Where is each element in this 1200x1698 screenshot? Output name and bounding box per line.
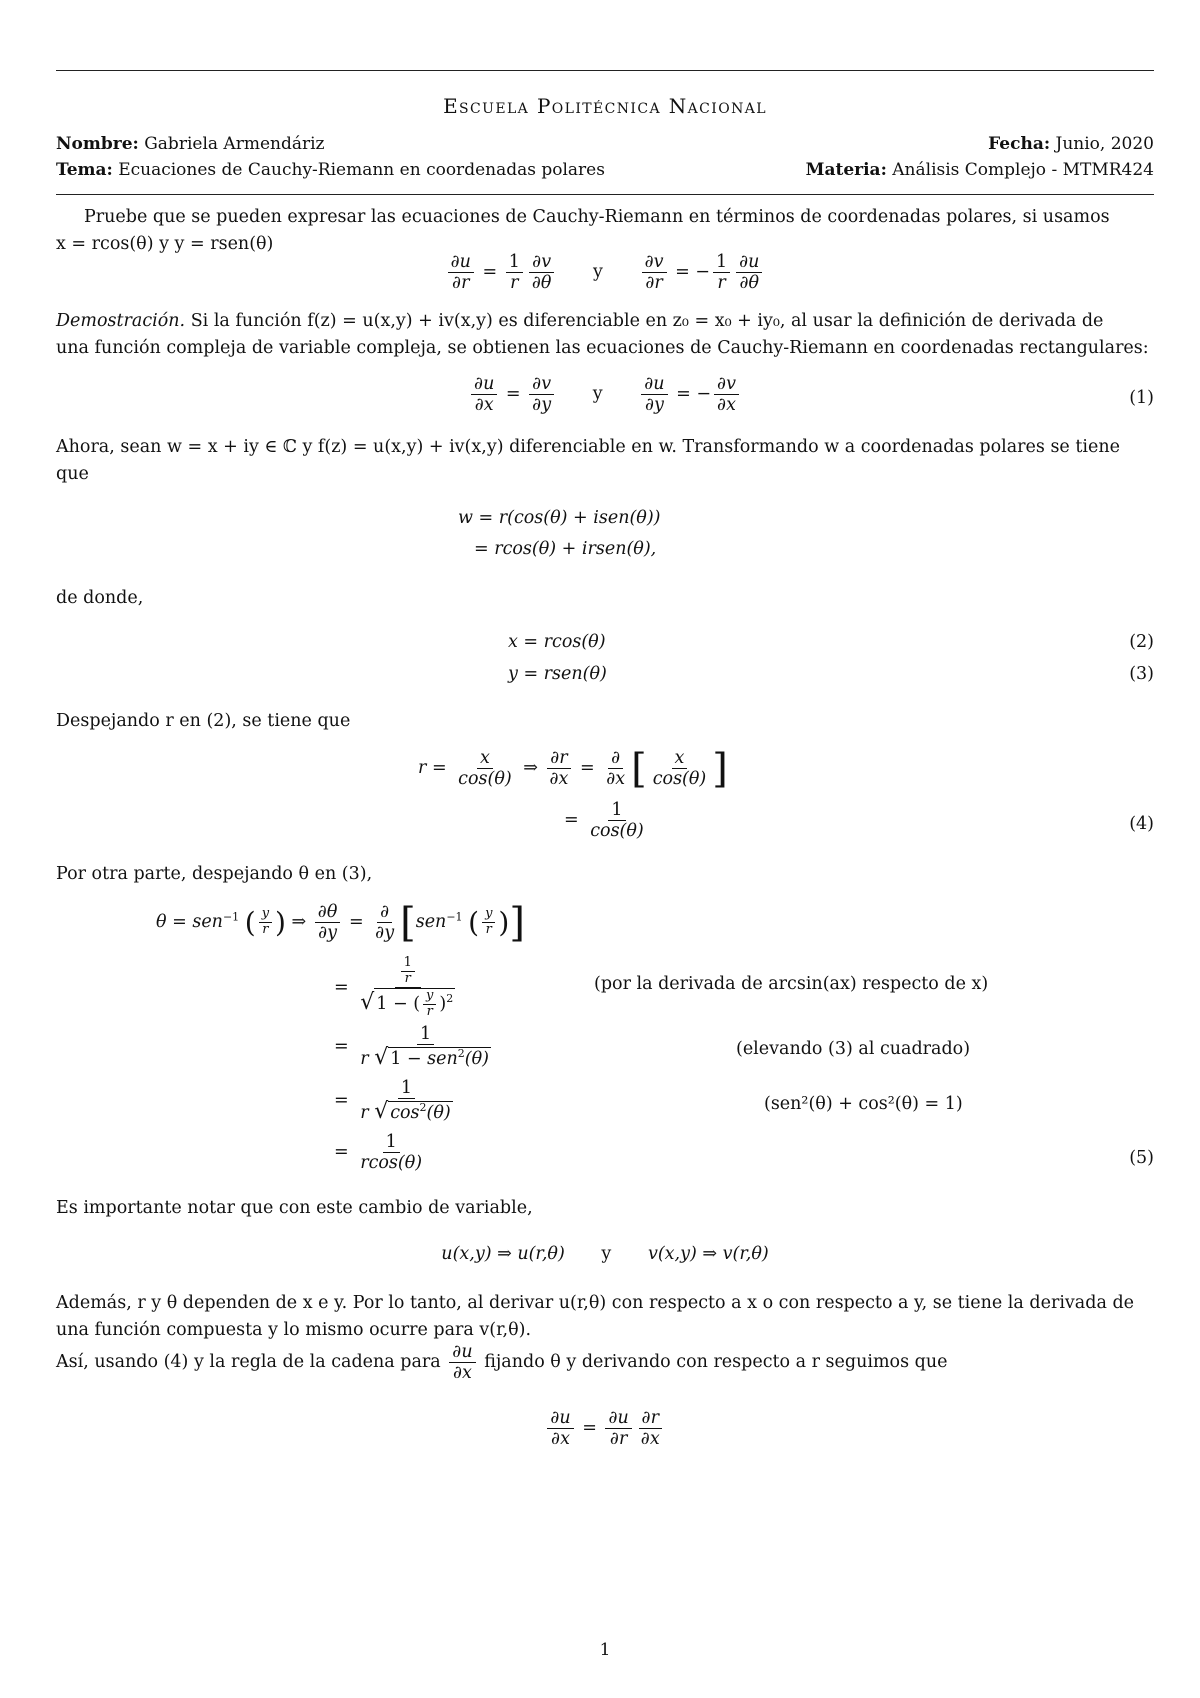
- ahora-paragraph: Ahora, sean w = x + iy ∈ ℂ y f(z) = u(x,y) + iv(x,y) diferenciable en w. Transformando w a coordenadas polares se tiene que: [56, 437, 1120, 484]
- page-number: 1: [599, 1640, 611, 1660]
- w-line-1: w = r(cos(θ) + isen(θ)): [458, 508, 661, 528]
- eq-number-4: (4): [1129, 814, 1154, 834]
- r-derivation-line-1: r = $\frac{x}{\cos(\theta)}$ ⇒ $\frac{\partial r}{\partial x}$ = $\frac{\partial}{\partial x}$ [ $\frac{x}{\cos(\theta)}$ ]: [418, 745, 728, 792]
- header-row-2: [56, 160, 1154, 180]
- despejando-r: Despejando r en (2), se tiene que: [56, 711, 351, 731]
- name-field: Nombre: Gabriela Armendáriz: [56, 134, 325, 154]
- subject-field: Materia: Análisis Complejo - MTMR424: [805, 160, 1154, 180]
- theta-derivation-line-5: = $\frac{1}{rcos(\theta)}$: [334, 1132, 423, 1174]
- polar-cr-statement: $\frac{\partial u}{\partial r}$ = $\frac{1}{r}$ $\frac{\partial v}{\partial\theta}$ y $\frac{\partial v}{\partial r}$ = − $\frac{1}{r}$ $\frac{\partial u}{\partial\theta}$: [56, 252, 1154, 293]
- r-derivation-line-2: = $\frac{1}{\cos(\theta)}$: [564, 800, 644, 842]
- asi-paragraph: Así, usando (4) y la regla de la cadena para $\frac{\partial u}{\partial x}$ fijando θ y derivando con respecto a r seguimos que: [56, 1342, 948, 1384]
- document-page: [56, 0, 1154, 1698]
- top-rule: [56, 70, 1154, 71]
- eq-number-1: (1): [1129, 388, 1154, 408]
- equation-1: $\frac{\partial u}{\partial x}$ = $\frac{\partial v}{\partial y}$ y $\frac{\partial u}{\partial y}$ = − $\frac{\partial v}{\partial x}$: [56, 374, 1154, 415]
- change-of-variable: u(x,y) ⇒ u(r,θ) y v(x,y) ⇒ v(r,θ): [441, 1244, 769, 1264]
- por-otra-parte: Por otra parte, despejando θ en (3),: [56, 864, 373, 884]
- header-bottom-rule: [56, 194, 1154, 195]
- date-field: Fecha: Junio, 2020: [988, 134, 1154, 154]
- demo-paragraph: Demostración. Si la función f(z) = u(x,y) + iv(x,y) es diferenciable en z₀ = x₀ + iy₀, al usar la definición de derivada de una función compleja de variable compleja, se obtienen las ecuaciones de Cauchy-Riemann en coordenadas rectangulares:: [56, 311, 1149, 358]
- theta-derivation-line-3: = $\frac{1}{r √ 1 - sen^2(\theta)}$: [334, 1024, 489, 1071]
- theta-derivation-line-1: θ = sen$^{-1}$ ( $\frac{y}{r}$ ) ⇒ $\frac{\partial\theta}{\partial y}$ = $\frac{\partial}{\partial y}$ [sen$^{-1}$ ( $\frac{y}{r}$ )]: [156, 899, 525, 946]
- header-row-1: [56, 134, 1154, 154]
- de-donde: de donde,: [56, 588, 144, 608]
- es-importante: Es importante notar que con este cambio de variable,: [56, 1198, 533, 1218]
- equation-2: x = rcos(θ): [508, 632, 606, 652]
- chain-rule-equation: $\frac{\partial u}{\partial x}$ = $\frac{\partial u}{\partial r}$ $\frac{\partial r}{\partial x}$: [56, 1408, 1154, 1449]
- note-elevando: (elevando (3) al cuadrado): [736, 1039, 971, 1059]
- theta-derivation-line-4: = $\frac{1}{r √ \cos^2(\theta)}$: [334, 1078, 451, 1125]
- institution-title: Escuela Politécnica Nacional: [443, 94, 767, 118]
- note-arcsin: (por la derivada de arcsin(ax) respecto de x): [594, 974, 989, 994]
- w-line-2: = rcos(θ) + irsen(θ),: [474, 539, 657, 559]
- equation-3: y = rsen(θ): [508, 664, 607, 684]
- ademas-paragraph: Además, r y θ dependen de x e y. Por lo tanto, al derivar u(r,θ) con respecto a x o con respecto a y, se tiene la derivada de una función compuesta y lo mismo ocurre para v(r,θ).: [56, 1293, 1135, 1340]
- eq-number-5: (5): [1129, 1148, 1154, 1168]
- topic-field: Tema: Ecuaciones de Cauchy-Riemann en coordenadas polares: [56, 160, 605, 180]
- note-identity: (sen²(θ) + cos²(θ) = 1): [764, 1094, 963, 1114]
- eq-number-3: (3): [1129, 664, 1154, 684]
- eq-number-2: (2): [1129, 632, 1154, 652]
- intro-paragraph: Pruebe que se pueden expresar las ecuaciones de Cauchy-Riemann en términos de coordenadas polares, si usamos x = rcos(θ) y y = rsen(θ): [56, 207, 1110, 254]
- theta-derivation-line-2: = $\frac{1}{r}$ √ 1 − ( $\frac{y}{r}$ )$^2$: [334, 955, 454, 1019]
